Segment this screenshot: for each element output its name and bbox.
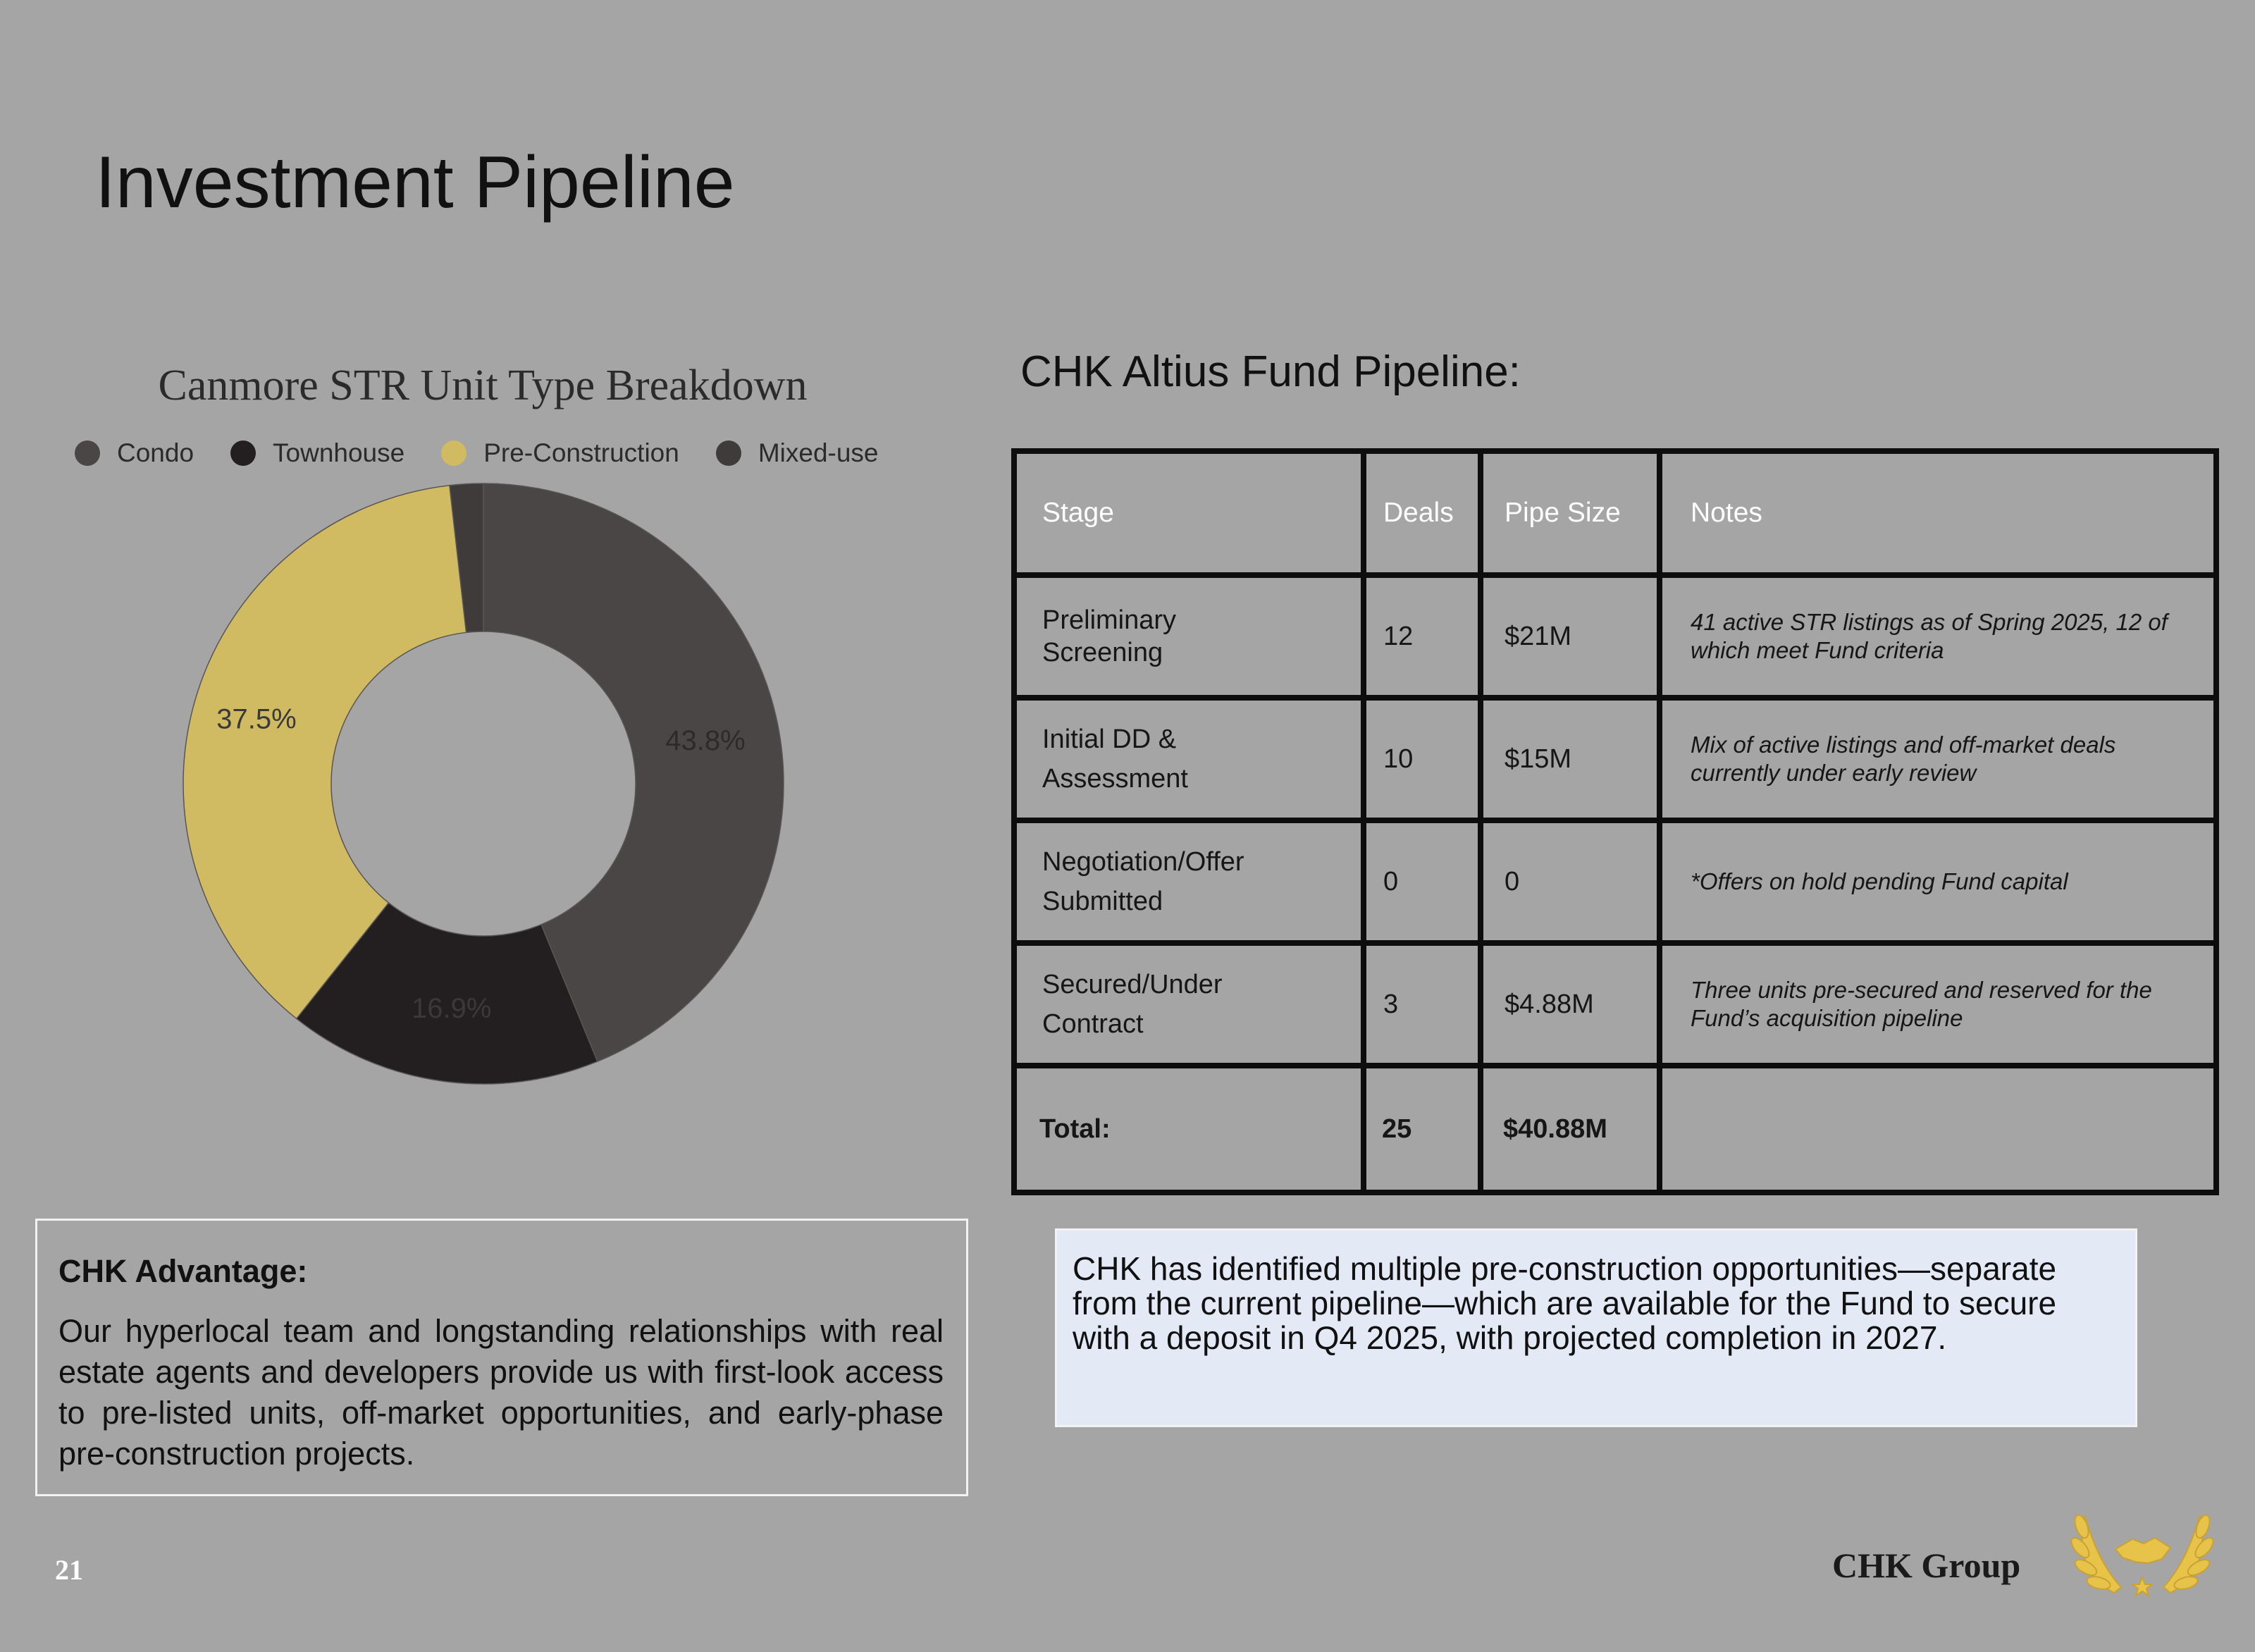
donut-label-pre-construction: 37.5%: [216, 703, 297, 735]
cell-size: 0: [1481, 820, 1660, 943]
advantage-heading: CHK Advantage:: [58, 1253, 308, 1289]
donut-label-condo: 43.8%: [665, 725, 746, 756]
cell-size: $21M: [1481, 575, 1660, 698]
table-row: [1014, 820, 2216, 943]
legend-label: Mixed-use: [758, 438, 879, 467]
table-row: [1014, 575, 2216, 698]
table-row: [1014, 943, 2216, 1066]
donut-label-townhouse: 16.9%: [412, 992, 492, 1024]
legend-label: Condo: [117, 438, 194, 467]
legend-label: Pre-Construction: [483, 438, 679, 467]
cell-total-label: Total:: [1014, 1066, 1364, 1192]
cell-deals: 10: [1364, 698, 1481, 820]
cell-total-size: $40.88M: [1481, 1066, 1660, 1192]
pipeline-title: CHK Altius Fund Pipeline:: [1020, 347, 1521, 396]
header-deals: Deals: [1364, 451, 1481, 575]
advantage-box: [35, 1219, 968, 1496]
cell-notes: Three units pre-secured and reserved for the Fund’s acquisition pipeline: [1660, 943, 2216, 1066]
cell-stage: Negotiation/Offer Submitted: [1014, 820, 1364, 943]
cell-deals: 12: [1364, 575, 1481, 698]
table-total-row: [1014, 1066, 2216, 1192]
donut-chart: [0, 0, 972, 1128]
laurel-handshake-logo-icon: [2065, 1494, 2220, 1607]
cell-total-deals: 25: [1364, 1066, 1481, 1192]
table-row: [1014, 698, 2216, 820]
cell-deals: 0: [1364, 820, 1481, 943]
cell-stage: Initial DD & Assessment: [1014, 698, 1364, 820]
note-text: CHK has identified multiple pre-construction opportunities—separate from the current pipeline—which are available for the Fund to secure with a deposit in Q4 2025, with projected completion in 2027.: [1073, 1250, 2057, 1356]
header-notes: Notes: [1660, 451, 2216, 575]
cell-notes: *Offers on hold pending Fund capital: [1660, 820, 2216, 943]
legend-label: Townhouse: [273, 438, 405, 467]
cell-total-notes: [1660, 1066, 2216, 1192]
table-header-row: [1014, 451, 2216, 575]
brand-name: CHK Group: [1832, 1546, 2021, 1585]
header-stage: Stage: [1014, 451, 1364, 575]
page-title: Investment Pipeline: [95, 142, 735, 223]
cell-size: $15M: [1481, 698, 1660, 820]
page-number: 21: [55, 1554, 83, 1586]
cell-size: $4.88M: [1481, 943, 1660, 1066]
cell-stage: Secured/Under Contract: [1014, 943, 1364, 1066]
cell-deals: 3: [1364, 943, 1481, 1066]
header-pipe-size: Pipe Size: [1481, 451, 1660, 575]
cell-stage: Preliminary Screening: [1014, 575, 1364, 698]
advantage-body: Our hyperlocal team and longstanding relationships with real estate agents and developers provide us with first-look access to pre-listed units, off-market opportunities, and early-phase pre-construction projects.: [58, 1313, 944, 1472]
pipeline-table: [1011, 448, 2219, 1195]
cell-notes: 41 active STR listings as of Spring 2025, 12 of which meet Fund criteria: [1660, 575, 2216, 698]
cell-notes: Mix of active listings and off-market deals currently under early review: [1660, 698, 2216, 820]
pre-construction-note: [1055, 1228, 2137, 1427]
chart-title: Canmore STR Unit Type Breakdown: [158, 362, 808, 409]
